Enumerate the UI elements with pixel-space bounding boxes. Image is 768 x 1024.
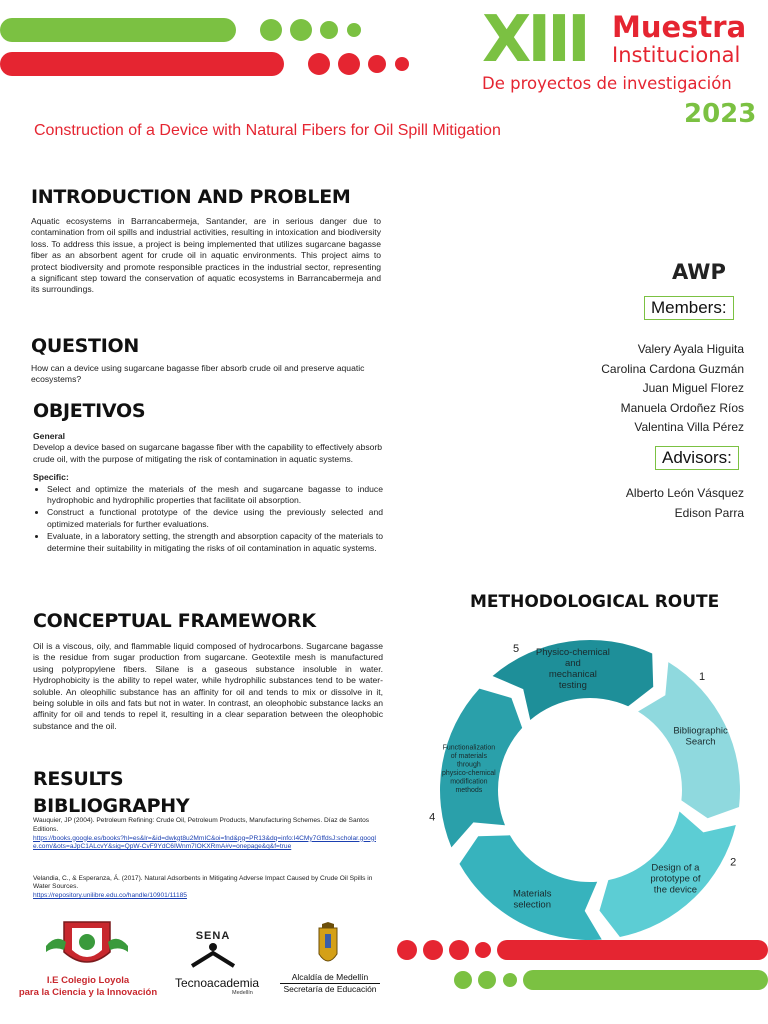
bibliography-list xyxy=(33,817,378,901)
advisors-label: Advisors: xyxy=(655,446,739,470)
cycle-step-label: Functionalization of materials through physico-chemical modification methods xyxy=(442,744,496,795)
green-dot xyxy=(290,19,312,41)
framework-heading: CONCEPTUAL FRAMEWORK xyxy=(33,610,316,632)
event-subtitle: Institucional xyxy=(612,43,741,67)
medellin-coat-of-arms xyxy=(316,922,340,970)
reference-1: Wauquier, JP (2004). Petroleum Refining: Crude Oil, Petroleum Products, Manufacturing Schemes. Díaz de Santos Editions. xyxy=(33,817,370,833)
reference-2: Velandia, C., & Esperanza, Á. (2017). Natural Adsorbents in Mitigating Adverse Impact Caused by Crude Oil Spills in Water Sources. xyxy=(33,874,373,891)
cycle-step-label: Bibliographic Search xyxy=(673,725,728,748)
green-dot xyxy=(454,971,472,989)
red-dot xyxy=(368,55,386,73)
advisors-list xyxy=(524,484,744,523)
red-bar xyxy=(497,940,768,960)
bibliography-heading: BIBLIOGRAPHY xyxy=(33,795,190,817)
list-item: • Evaluate, in a laboratory setting, the strength and absorption capacity of the materials to determine their suitability in mitigating the risks of oil contamination in aquatic systems. xyxy=(47,531,383,554)
event-tagline: De proyectos de investigación xyxy=(482,74,732,93)
green-bar xyxy=(0,18,236,42)
project-title: Construction of a Device with Natural Fibers for Oil Spill Mitigation xyxy=(34,122,501,139)
method-heading: METHODOLOGICAL ROUTE xyxy=(470,592,720,612)
list-item: • Select and optimize the materials of the mesh and sugarcane bagasse to induce hydrophobic and hydrophilic properties that facilitate oil absorption. xyxy=(47,484,383,507)
objectives-heading: OBJETIVOS xyxy=(33,400,146,422)
event-year: 2023 xyxy=(684,99,757,129)
red-dot xyxy=(423,940,443,960)
reference-2-link[interactable]: https://repository.unilibre.edu.co/handle/10901/11185 xyxy=(33,892,187,900)
red-dot xyxy=(475,942,491,958)
event-title: Muestra xyxy=(612,10,747,44)
cycle-step-number: 2 xyxy=(730,856,737,869)
cycle-step-label: Physico-chemical and mechanical testing xyxy=(535,646,610,691)
top-decoration xyxy=(0,0,460,90)
member-name: Valery Ayala Higuita xyxy=(637,342,744,356)
cycle-step-number: 1 xyxy=(699,670,706,683)
question-text: How can a device using sugarcane bagasse fiber absorb crude oil and preserve aquatic ecosystems? xyxy=(31,363,365,385)
sena-wordmark: SENA xyxy=(195,930,231,942)
advisor-name: Edison Parra xyxy=(674,505,744,520)
advisor-name: Alberto León Vásquez xyxy=(625,486,744,500)
member-name: Carolina Cardona Guzmán xyxy=(601,361,744,376)
objectives-body xyxy=(33,431,383,555)
school-name-line: para la Ciencia y la Innovación xyxy=(18,987,158,998)
general-label: General xyxy=(33,431,66,441)
members-list xyxy=(524,340,744,438)
members-label: Members: xyxy=(644,296,734,320)
team-name: AWP xyxy=(672,260,726,284)
green-dot xyxy=(320,21,338,39)
specific-list xyxy=(33,484,383,554)
bottom-decoration xyxy=(395,935,768,995)
alcaldia-line: Alcaldía de Medellín xyxy=(280,972,380,984)
alcaldia-name xyxy=(280,972,380,995)
school-logo xyxy=(42,918,132,974)
green-dot xyxy=(478,971,496,989)
introduction-text: Aquatic ecosystems in Barrancabermeja, Santander, are in serious danger due to contamination from oil spills and industrial activities, resulting in intoxication and biodiversity loss. To address this issue, a project is being implemented that utilizes sugarcane bagasse fiber as an absorbent agent for crude oil in aquatic environments. This project aims to protect biodiversity and promote responsible practices in the industrial sector, representing a significant step toward the conservation of aquatic ecosystems in Barrancabermeja and its surroundings. xyxy=(31,216,381,295)
cycle-step-number: 5 xyxy=(512,643,520,656)
cycle-step-number: 4 xyxy=(429,811,436,824)
question-heading: QUESTION xyxy=(31,335,139,357)
green-dot xyxy=(260,19,282,41)
member-name: Valentina Villa Pérez xyxy=(634,420,744,434)
red-bar xyxy=(0,52,284,76)
red-dot xyxy=(338,53,360,75)
introduction-heading: INTRODUCTION AND PROBLEM xyxy=(31,186,351,208)
red-dot xyxy=(449,940,469,960)
results-heading: RESULTS xyxy=(33,768,124,790)
event-numeral: XIII xyxy=(482,3,587,77)
cycle-step-label: Materials selection xyxy=(512,888,552,911)
member-name: Juan Miguel Florez xyxy=(642,381,744,395)
tecnoacademia-city: Medellín xyxy=(232,990,253,996)
red-dot xyxy=(308,53,330,75)
red-dot xyxy=(397,940,417,960)
framework-text: Oil is a viscous, oily, and flammable liquid composed of hydrocarbons. Sugarcane bagasse is the residue from sugar production from sugarcane. Geotextile mesh is manufactured using polypropylene fibers. Silane is a gaseous substance insoluble in water. Hydrophobicity is the ability to repel water, while hydrophilic substances tend to be water-soluble. An oleophilic substance has an affinity for oil and tends to mix or dissolve in it, being soluble in oils and fats but not in water. In contrast, an oleophobic substance lacks an affinity for oil and tends to repel it, resulting in a clear separation between the oleophobic substance and the oil. xyxy=(33,641,383,731)
reference-1-link[interactable]: https://books.google.es/books?hl=es&lr=&id=dwkgt8u2MmIC&oi=fnd&pg=PR13&dq=info:I4CMy7GffdsJ:scholar.google.com/&ots=aJpC1ALcvY&sig=QpW-CvF9YdC6IWnm7IOKXRmA#v=onepage&q&f=true xyxy=(33,834,376,851)
tecnoacademia-name: Tecnoacademia xyxy=(175,976,260,990)
green-dot xyxy=(503,973,517,987)
school-name-line: I.E Colegio Loyola xyxy=(46,975,130,986)
red-dot xyxy=(395,57,409,71)
school-name xyxy=(8,975,168,999)
green-dot xyxy=(347,23,361,37)
green-bar xyxy=(523,970,768,990)
sena-logo xyxy=(186,930,240,973)
specific-label: Specific: xyxy=(33,472,69,483)
method-cycle xyxy=(410,615,768,945)
member-name: Manuela Ordoñez Ríos xyxy=(620,400,744,415)
secretaria-line: Secretaría de Educación xyxy=(283,984,377,994)
cycle-segment xyxy=(440,689,522,848)
list-item: • Construct a functional prototype of the device using the previously selected and optimized materials for further evaluations. xyxy=(47,507,383,530)
cycle-step-label: Design of a prototype of the device xyxy=(650,862,701,896)
general-text: Develop a device based on sugarcane bagasse fiber with the capability to effectively absorb crude oil, with the purpose of mitigating the risk of contamination in aquatic systems. xyxy=(33,442,383,464)
